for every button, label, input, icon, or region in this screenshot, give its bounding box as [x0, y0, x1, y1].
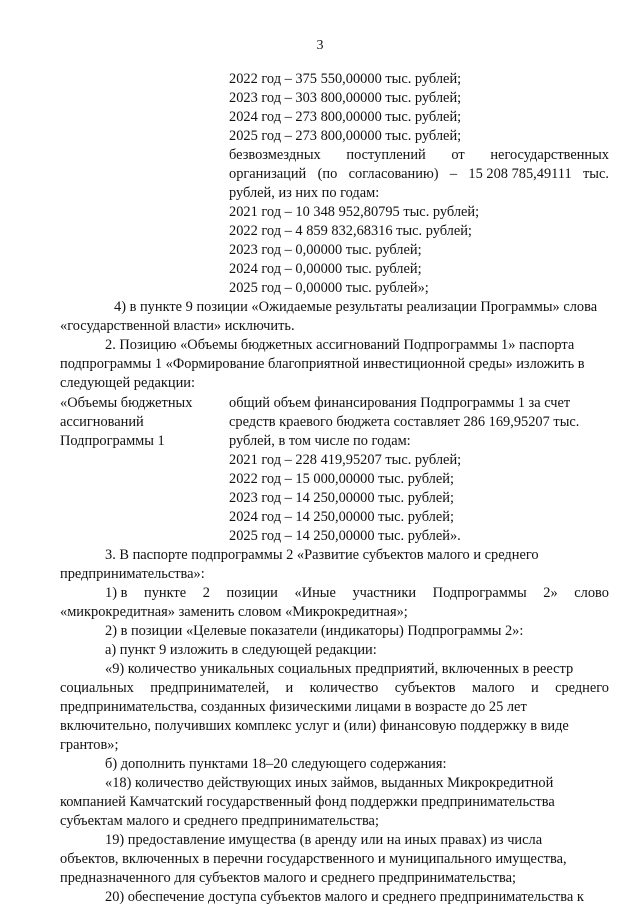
text-line: а) пункт 9 изложить в следующей редакции:: [105, 642, 377, 658]
word: участники: [352, 585, 417, 601]
text-line: компанией Камчатский государственный фонд поддержки предпринимательства: [60, 794, 555, 810]
word: социальных: [60, 680, 134, 696]
table-right-cell: общий объем финансирования Подпрограммы 1 за счет: [229, 395, 571, 411]
word: организаций: [229, 166, 307, 182]
justified-line: [60, 679, 609, 697]
text-line: «микрокредитная» заменить словом «Микрокредитная»;: [60, 604, 408, 620]
word: 15 208 785,49111: [468, 166, 572, 182]
justified-line: [105, 584, 609, 602]
table-right-cell: 2025 год – 14 250,00000 тыс. рублей».: [229, 528, 461, 544]
table-right-cell: 2021 год – 228 419,95207 тыс. рублей;: [229, 452, 462, 468]
word: поступлений: [346, 147, 426, 163]
text-line: грантов»;: [60, 737, 119, 753]
word: предпринимателей,: [150, 680, 270, 696]
word: количество: [309, 680, 379, 696]
text-line: 2024 год – 0,00000 тыс. рублей;: [229, 261, 422, 277]
text-line: объектов, включенных в перечни государственного и муниципального имущества,: [60, 851, 567, 867]
table-left-cell: ассигнований: [60, 414, 144, 430]
table-right-cell: средств краевого бюджета составляет 286 169,95207 тыс.: [229, 414, 580, 430]
text-line: 2) в позиции «Целевые показатели (индикаторы) Подпрограммы 2»:: [105, 623, 524, 639]
text-line: «18) количество действующих иных займов, выданных Микрокредитной: [105, 775, 554, 791]
word: от: [451, 147, 465, 163]
word: пункте: [144, 585, 187, 601]
word: согласованию): [348, 166, 439, 182]
text-line: 2024 год – 273 800,00000 тыс. рублей;: [229, 109, 462, 125]
justified-line: [229, 165, 609, 183]
justified-line: [229, 146, 609, 164]
text-line: субъектам малого и среднего предпринимательства;: [60, 813, 379, 829]
word: 2: [202, 585, 210, 601]
page-number: 3: [316, 38, 324, 53]
table-right-cell: 2023 год – 14 250,00000 тыс. рублей;: [229, 490, 454, 506]
table-left-cell: Подпрограммы 1: [60, 433, 165, 449]
word: –: [449, 166, 458, 182]
text-line: подпрограммы 1 «Формирование благоприятной инвестиционной среды» изложить в: [60, 356, 585, 372]
text-line: 2025 год – 0,00000 тыс. рублей»;: [229, 280, 429, 296]
text-line: 4) в пункте 9 позиции «Ожидаемые результаты реализации Программы» слова: [114, 299, 598, 315]
text-line: 2025 год – 273 800,00000 тыс. рублей;: [229, 128, 462, 144]
text-line: предназначенного для субъектов малого и среднего предпринимательства;: [60, 870, 517, 886]
word: 2»: [543, 585, 558, 601]
text-line: 19) предоставление имущества (в аренду или на иных правах) из числа: [105, 832, 543, 848]
text-line: 2022 год – 375 550,00000 тыс. рублей;: [229, 71, 462, 87]
text-line: 20) обеспечение доступа субъектов малого и среднего предпринимательства к: [105, 889, 584, 905]
word: субъектов: [394, 680, 456, 696]
word: малого: [471, 680, 515, 696]
word: «Иные: [294, 585, 336, 601]
text-line: 2. Позицию «Объемы бюджетных ассигнований Подпрограммы 1» паспорта: [105, 337, 575, 353]
text-line: «9) количество уникальных социальных предприятий, включенных в реестр: [105, 661, 574, 677]
table-right-cell: 2024 год – 14 250,00000 тыс. рублей;: [229, 509, 454, 525]
text-line: 2023 год – 0,00000 тыс. рублей;: [229, 242, 422, 258]
text-line: следующей редакции:: [60, 375, 195, 391]
word: 1) в: [105, 585, 128, 601]
text-line: 2022 год – 4 859 832,68316 тыс. рублей;: [229, 223, 472, 239]
table-left-cell: «Объемы бюджетных: [60, 395, 193, 411]
table-right-cell: рублей, в том числе по годам:: [229, 433, 411, 449]
word: негосударственных: [490, 147, 609, 163]
word: среднего: [555, 680, 609, 696]
text-line: рублей, из них по годам:: [229, 185, 380, 201]
word: позиции: [226, 585, 278, 601]
word: Подпрограммы: [432, 585, 527, 601]
text-line: предпринимательства»:: [60, 566, 205, 582]
text-line: 2023 год – 303 800,00000 тыс. рублей;: [229, 90, 462, 106]
word: тыс.: [583, 166, 609, 182]
text-line: 3. В паспорте подпрограммы 2 «Развитие субъектов малого и среднего: [105, 547, 539, 563]
word: безвозмездных: [229, 147, 321, 163]
text-line: б) дополнить пунктами 18–20 следующего содержания:: [105, 756, 447, 772]
text-line: предпринимательства, созданных физическими лицами в возрасте до 25 лет: [60, 699, 527, 715]
word: и: [530, 680, 539, 696]
text-line: 2021 год – 10 348 952,80795 тыс. рублей;: [229, 204, 480, 220]
word: и: [285, 680, 294, 696]
table-right-cell: 2022 год – 15 000,00000 тыс. рублей;: [229, 471, 454, 487]
text-line: включительно, получивших комплекс услуг и (или) финансовую поддержку в виде: [60, 718, 569, 734]
word: (по: [317, 166, 338, 182]
word: слово: [574, 585, 609, 601]
text-line: «государственной власти» исключить.: [60, 318, 295, 334]
